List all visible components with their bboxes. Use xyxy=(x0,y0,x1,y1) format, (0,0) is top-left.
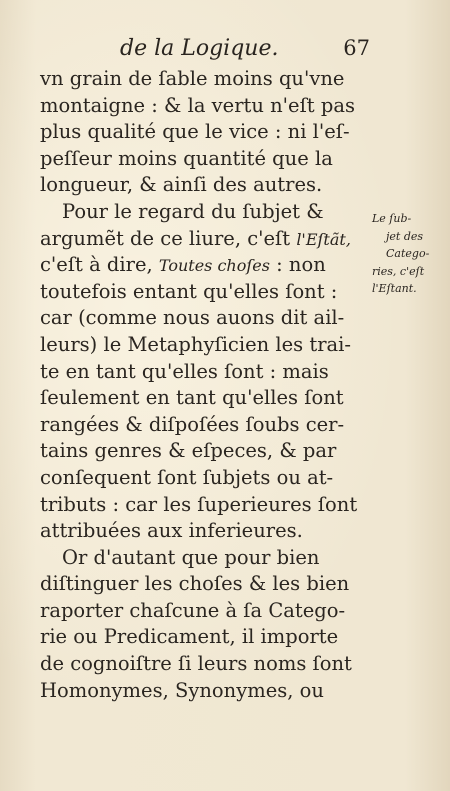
text-line-continuation: : non xyxy=(269,253,326,277)
text-line xyxy=(40,571,365,598)
text-line xyxy=(40,651,365,678)
italic-phrase: Toutes choſes xyxy=(158,256,270,276)
text-line xyxy=(40,598,365,625)
text-line-content: attribuées aux inferieures. xyxy=(40,519,303,543)
text-line-content: c'eſt à dire, xyxy=(40,253,159,277)
text-line xyxy=(40,545,365,572)
text-line xyxy=(40,678,365,705)
page-number: 67 xyxy=(343,36,370,60)
text-line xyxy=(40,252,365,279)
text-line-content: ſeulement en tant qu'elles ſont xyxy=(40,386,344,410)
text-line xyxy=(40,66,365,93)
text-line-content: vn grain de ſable moins qu'vne xyxy=(40,67,345,90)
text-line xyxy=(40,226,365,253)
text-line xyxy=(40,119,365,146)
text-line-content: rie ou Predicament, il importe xyxy=(40,625,339,649)
text-line xyxy=(40,624,365,651)
text-line xyxy=(40,465,365,492)
text-line xyxy=(40,279,365,306)
text-line xyxy=(40,385,365,412)
margin-note-line: ries, c'eſt xyxy=(372,264,425,278)
text-line-content: Pour le regard du ſubjet & xyxy=(62,199,324,223)
text-line xyxy=(40,518,365,545)
text-line xyxy=(40,412,365,439)
text-line-content: raporter chaſcune à ſa Catego- xyxy=(40,598,346,622)
text-line-content: diſtinguer les choſes & les bien xyxy=(40,572,350,596)
italic-phrase: l'Eſtãt, xyxy=(296,229,351,249)
text-line-content: toutefois entant qu'elles ſont : xyxy=(40,279,338,303)
text-line-content: leurs) le Metaphyſicien les trai- xyxy=(40,332,351,356)
text-line xyxy=(40,305,365,332)
body-text xyxy=(40,66,365,704)
text-line-content: conſequent ſont ſubjets ou at- xyxy=(40,465,334,489)
text-line xyxy=(40,93,365,120)
text-line xyxy=(40,172,365,199)
text-line xyxy=(40,199,365,226)
text-line-content: argumẽt de ce liure, c'eſt xyxy=(40,226,297,250)
text-line-content: tributs : car les ſuperieures ſont xyxy=(40,492,358,516)
text-line-content: montaigne : & la vertu n'eſt pas xyxy=(40,93,355,117)
margin-note-line: Le ſub- xyxy=(372,212,412,225)
text-line-content: plus qualité que le vice : ni l'eſ- xyxy=(40,120,350,144)
text-line-content: longueur, & ainſi des autres. xyxy=(40,173,323,197)
margin-note-line: jet des xyxy=(386,229,424,243)
text-line-content: tains genres & eſpeces, & par xyxy=(40,439,337,463)
text-line xyxy=(40,492,365,519)
text-line xyxy=(40,438,365,465)
text-line-content: rangées & diſpoſées ſoubs cer- xyxy=(40,412,345,436)
margin-note-line: l'Eſtant. xyxy=(372,282,417,295)
text-line-content: Or d'autant que pour bien xyxy=(62,545,320,569)
text-line-content: te en tant qu'elles ſont : mais xyxy=(40,359,329,383)
running-head-title: de la Logique. xyxy=(120,36,279,61)
text-line xyxy=(40,359,365,386)
text-line-content: de cognoiſtre ſi leurs noms ſont xyxy=(40,652,352,676)
text-line-content: car (comme nous auons dit ail- xyxy=(40,306,345,330)
text-line xyxy=(40,146,365,173)
text-line-content: peſſeur moins quantité que la xyxy=(40,146,333,170)
margin-note xyxy=(372,210,446,298)
text-line-content: Homonymes, Synonymes, ou xyxy=(40,678,324,702)
text-line xyxy=(40,332,365,359)
running-head xyxy=(120,36,370,64)
margin-note-line: Catego- xyxy=(386,247,430,260)
